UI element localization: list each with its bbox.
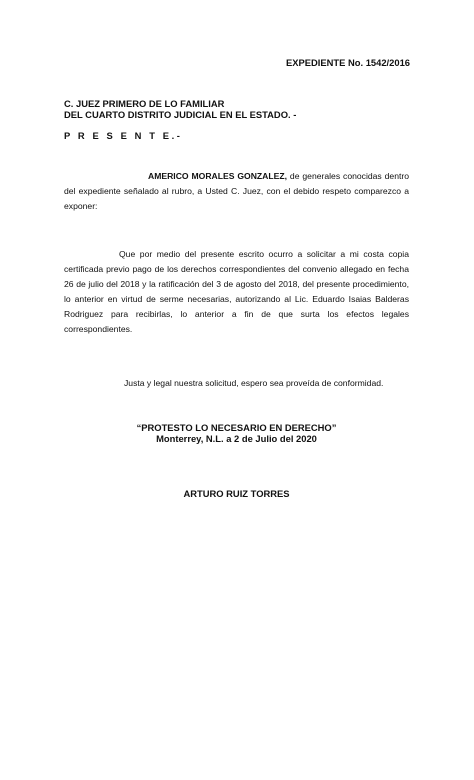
paragraph-request-text: Que por medio del presente escrito ocurro a solicitar a mi costa copia certificada previo pago de los derechos correspondientes del convenio allegado en fecha 26 de julio del 2018 y la ratificación del 3 de agosto del 2018, del presente procedimiento, lo anterior en virtud de serme necesarias, autorizando al Lic. Eduardo Isaias Balderas Rodriguez para recibirlas, lo anterior a fin de que surta los efectos legales correspondientes. bbox=[64, 249, 409, 334]
presente-heading: P R E S E N T E.- bbox=[64, 130, 183, 141]
paragraph-introduction-text: de generales conocidas dentro del expediente señalado al rubro, a Usted C. Juez, con el debido respeto comparezco a exponer: bbox=[64, 171, 409, 211]
closing-statement: Justa y legal nuestra solicitud, espero sea proveída de conformidad. bbox=[124, 378, 384, 388]
petitioner-name: AMERICO MORALES GONZALEZ, bbox=[148, 171, 288, 181]
place-date-line: Monterrey, N.L. a 2 de Julio del 2020 bbox=[156, 433, 317, 444]
addressee-line-1: C. JUEZ PRIMERO DE LO FAMILIAR bbox=[64, 98, 225, 109]
expediente-number: EXPEDIENTE No. 1542/2016 bbox=[286, 57, 411, 68]
addressee bbox=[64, 98, 296, 120]
paragraph-introduction bbox=[64, 169, 409, 214]
signer-name: ARTURO RUIZ TORRES bbox=[183, 488, 290, 499]
paragraph-request bbox=[64, 247, 409, 337]
addressee-line-2: DEL CUARTO DISTRITO JUDICIAL EN EL ESTADO. - bbox=[64, 109, 297, 120]
protesto-block bbox=[64, 422, 409, 444]
protesto-line: “PROTESTO LO NECESARIO EN DERECHO” bbox=[136, 422, 337, 433]
